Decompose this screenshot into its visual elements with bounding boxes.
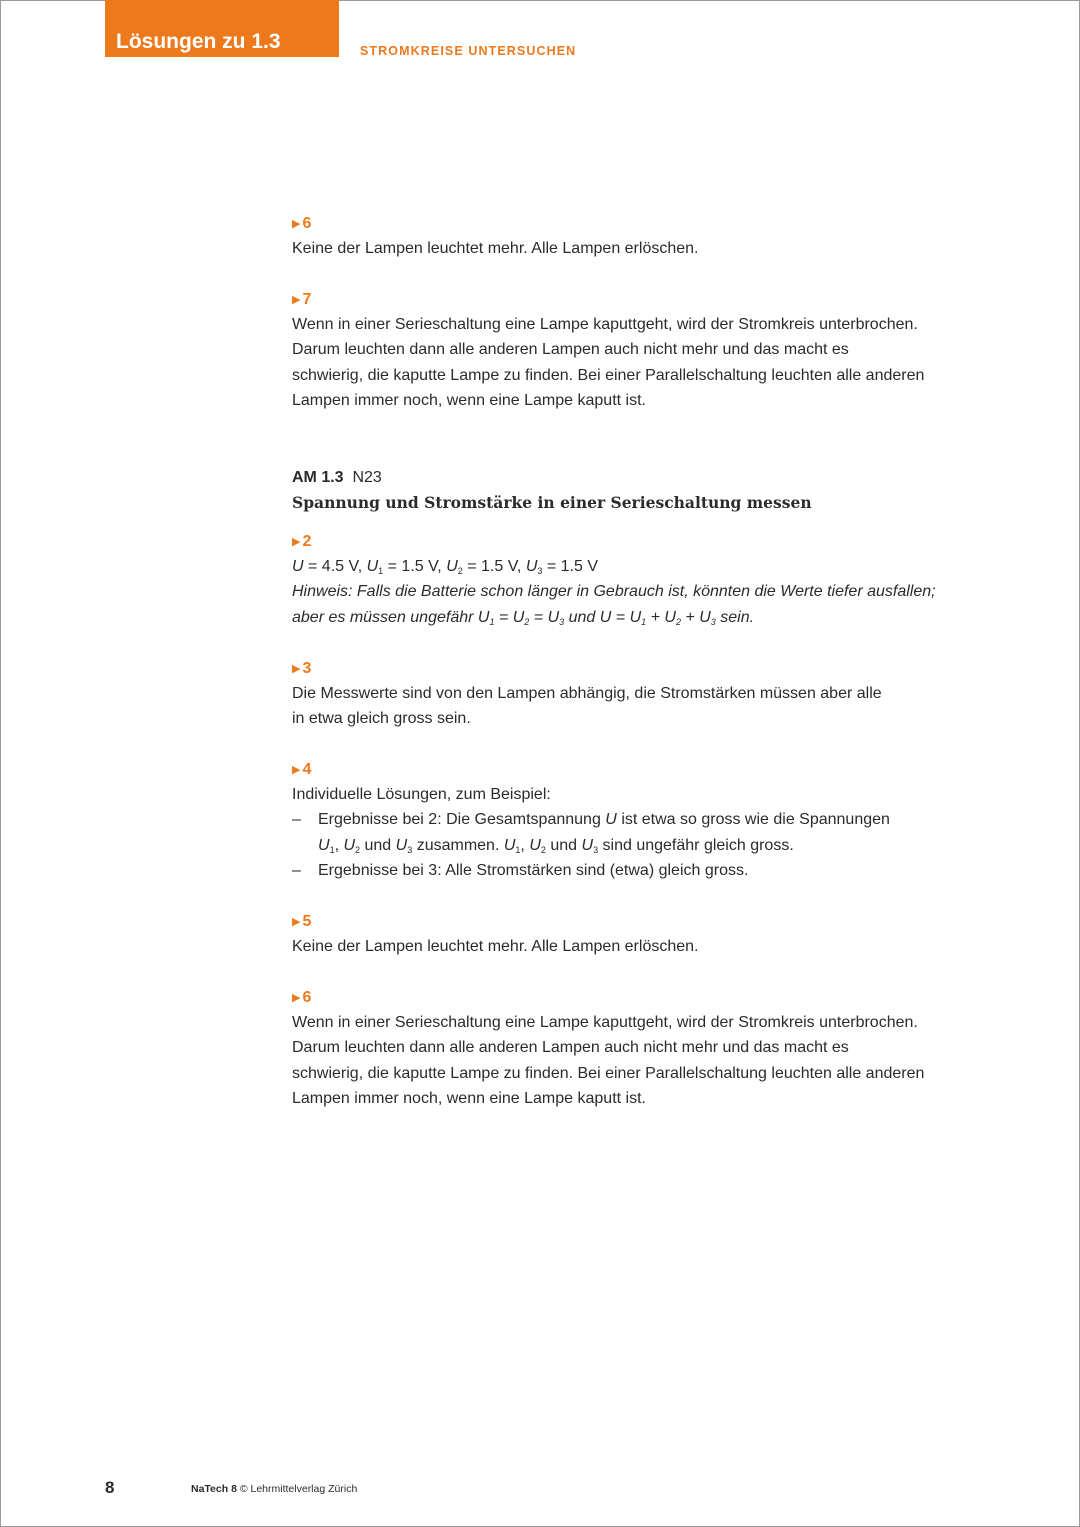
triangle-icon: ▶ bbox=[292, 536, 301, 548]
text-line: Die Messwerte sind von den Lampen abhängig, die Stromstärken müssen aber alle bbox=[292, 685, 882, 702]
publisher: © Lehrmittelverlag Zürich bbox=[239, 1483, 358, 1495]
text-line: Wenn in einer Serieschaltung eine Lampe kaputtgeht, wird der Stromkreis unterbrochen. bbox=[292, 316, 918, 333]
task-marker: ▶ 7 bbox=[292, 291, 312, 308]
task-marker: ▶ 2 bbox=[292, 533, 312, 550]
triangle-icon: ▶ bbox=[292, 992, 301, 1004]
list-item: – Ergebnisse bei 3: Alle Stromstärken sind (etwa) gleich gross. bbox=[292, 861, 749, 879]
answer-block-am-6 bbox=[292, 985, 924, 1111]
answer-paragraph bbox=[292, 312, 924, 413]
triangle-icon: ▶ bbox=[292, 294, 301, 306]
task-marker: ▶ 4 bbox=[292, 761, 312, 778]
task-marker: ▶ 6 bbox=[292, 215, 312, 232]
task-marker: ▶ 3 bbox=[292, 660, 312, 677]
answer-block-6 bbox=[292, 211, 698, 261]
answer-paragraph bbox=[292, 782, 890, 883]
worksheet-header bbox=[292, 465, 812, 516]
answer-text: Keine der Lampen leuchtet mehr. Alle Lampen erlöschen. bbox=[292, 938, 699, 955]
text-line: schwierig, die kaputte Lampe zu finden. Bei einer Parallelschaltung leuchten alle anderen bbox=[292, 366, 925, 384]
hint-text: Hinweis: Falls die Batterie schon länger in Gebrauch ist, könnten die Werte tiefer ausfallen; aber es müssen ungefähr $U_1 = U_2 = U_3$ und $U = U_1 + U_2 + U_3$ sein. bbox=[292, 583, 936, 627]
book-title: NaTech 8 bbox=[191, 1483, 237, 1495]
footer-credit bbox=[191, 1483, 357, 1495]
text-line: Wenn in einer Serieschaltung eine Lampe kaputtgeht, wird der Stromkreis unterbrochen. bbox=[292, 1014, 918, 1031]
section-tab bbox=[105, 0, 339, 57]
task-marker: ▶ 6 bbox=[292, 989, 312, 1006]
answer-paragraph bbox=[292, 1010, 924, 1111]
answer-text: Keine der Lampen leuchtet mehr. Alle Lampen erlöschen. bbox=[292, 240, 699, 257]
triangle-icon: ▶ bbox=[292, 764, 301, 776]
answer-paragraph bbox=[292, 681, 882, 732]
page-number: 8 bbox=[105, 1478, 115, 1497]
measurement-values: U = 4.5 V, $U_1 = 1.5$ V, $U_2 = 1.5$ V, $U_3 = 1.5$ V bbox=[292, 558, 598, 576]
list-item: – Ergebnisse bei 2: Die Gesamtspannung U ist etwa so gross wie die Spannungen $U_1$, $U_2$ und $U_3$ zusammen. $U_1$, $U_2$ und $U_3$ sind ungefähr gleich gross. bbox=[292, 811, 890, 855]
answer-block-am-5 bbox=[292, 909, 698, 959]
worksheet-ref: N23 bbox=[352, 469, 382, 486]
task-marker: ▶ 5 bbox=[292, 913, 312, 930]
text-line: Darum leuchten dann alle anderen Lampen auch nicht mehr und das macht es bbox=[292, 341, 849, 359]
triangle-icon: ▶ bbox=[292, 218, 301, 230]
worksheet-code: AM 1.3 N23 bbox=[292, 469, 382, 486]
intro-line: Individuelle Lösungen, zum Beispiel: bbox=[292, 786, 551, 803]
text-line: schwierig, die kaputte Lampe zu finden. Bei einer Parallelschaltung leuchten alle anderen bbox=[292, 1064, 925, 1082]
chapter-title: STROMKREISE UNTERSUCHEN bbox=[360, 44, 577, 58]
answer-block-am-3 bbox=[292, 656, 882, 732]
section-tab-label: Lösungen zu 1.3 bbox=[116, 30, 281, 53]
worksheet-title: Spannung und Stromstärke in einer Serieschaltung messen bbox=[292, 493, 812, 512]
text-line: in etwa gleich gross sein. bbox=[292, 710, 471, 728]
answer-block-am-2 bbox=[292, 529, 936, 630]
answer-block-7 bbox=[292, 287, 924, 413]
triangle-icon: ▶ bbox=[292, 916, 301, 928]
answer-block-am-4 bbox=[292, 757, 890, 883]
triangle-icon: ▶ bbox=[292, 663, 301, 675]
text-line: Lampen immer noch, wenn eine Lampe kaputt ist. bbox=[292, 1089, 646, 1107]
text-line: Darum leuchten dann alle anderen Lampen auch nicht mehr und das macht es bbox=[292, 1039, 849, 1057]
text-line: Lampen immer noch, wenn eine Lampe kaputt ist. bbox=[292, 391, 646, 409]
